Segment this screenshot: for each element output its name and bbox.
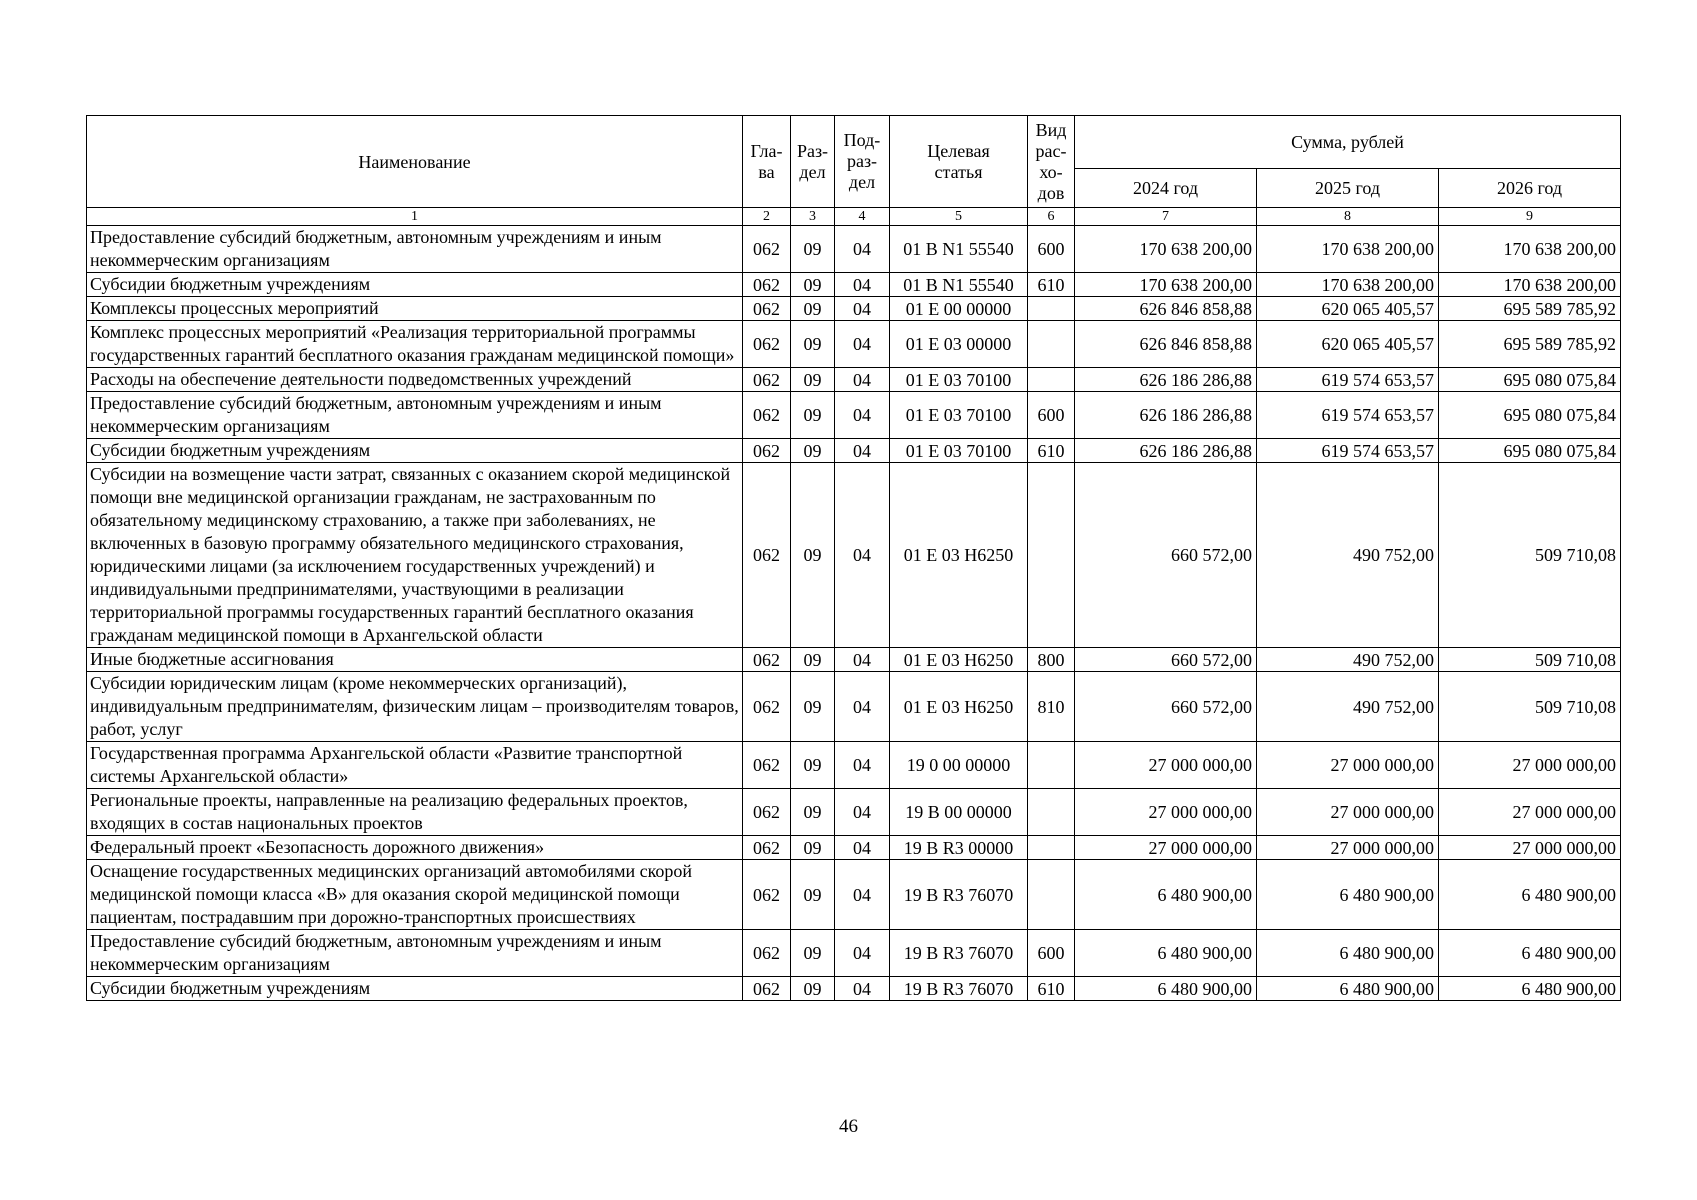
row-amount-2024: 27 000 000,00 bbox=[1075, 836, 1257, 860]
row-expense-type: 610 bbox=[1028, 273, 1075, 297]
row-amount-2025: 619 574 653,57 bbox=[1257, 392, 1439, 439]
row-name: Комплекс процессных мероприятий «Реализация территориальной программы государственных гарантий бесплатного оказания гражданам медицинской помощи» bbox=[87, 321, 743, 368]
table-row bbox=[87, 392, 1621, 439]
row-target-article: 19 В 00 00000 bbox=[890, 789, 1028, 836]
table-row bbox=[87, 439, 1621, 463]
row-amount-2026: 695 589 785,92 bbox=[1439, 321, 1621, 368]
row-amount-2025: 170 638 200,00 bbox=[1257, 226, 1439, 273]
header-section: Раз- дел bbox=[791, 116, 835, 208]
row-amount-2025: 27 000 000,00 bbox=[1257, 836, 1439, 860]
row-section: 09 bbox=[791, 860, 835, 930]
row-amount-2025: 27 000 000,00 bbox=[1257, 789, 1439, 836]
row-subsection: 04 bbox=[835, 392, 890, 439]
row-expense-type bbox=[1028, 463, 1075, 648]
budget-table-container bbox=[86, 115, 1620, 1001]
row-subsection: 04 bbox=[835, 321, 890, 368]
row-target-article: 01 Е 03 00000 bbox=[890, 321, 1028, 368]
row-target-article: 19 В R3 76070 bbox=[890, 930, 1028, 977]
row-name: Региональные проекты, направленные на реализацию федеральных проектов, входящих в состав национальных проектов bbox=[87, 789, 743, 836]
row-amount-2025: 27 000 000,00 bbox=[1257, 742, 1439, 789]
table-row bbox=[87, 321, 1621, 368]
header-sum: Сумма, рублей bbox=[1075, 116, 1621, 169]
column-number: 3 bbox=[791, 208, 835, 226]
row-amount-2024: 6 480 900,00 bbox=[1075, 977, 1257, 1001]
row-amount-2024: 660 572,00 bbox=[1075, 463, 1257, 648]
column-number: 7 bbox=[1075, 208, 1257, 226]
row-name: Субсидии на возмещение части затрат, связанных с оказанием скорой медицинской помощи вне медицинской организации гражданам, не застрахованным по обязательному медицинскому страхованию, а также при заболеваниях, не включенных в базовую программу обязательного медицинского страхования, юридическими лицами (за исключением государственных учреждений) и индивидуальными предпринимателями, участвующими в реализации территориальной программы государственных гарантий бесплатного оказания гражданам медицинской помощи в Архангельской области bbox=[87, 463, 743, 648]
row-amount-2025: 620 065 405,57 bbox=[1257, 297, 1439, 321]
row-name: Оснащение государственных медицинских организаций автомобилями скорой медицинской помощи класса «В» для оказания скорой медицинской помощи пациентам, пострадавшим при дорожно-транспортных происшествиях bbox=[87, 860, 743, 930]
row-section: 09 bbox=[791, 392, 835, 439]
row-section: 09 bbox=[791, 321, 835, 368]
column-numbers-row bbox=[87, 208, 1621, 226]
row-subsection: 04 bbox=[835, 930, 890, 977]
row-expense-type: 600 bbox=[1028, 226, 1075, 273]
row-amount-2025: 490 752,00 bbox=[1257, 463, 1439, 648]
row-amount-2024: 6 480 900,00 bbox=[1075, 860, 1257, 930]
row-chapter: 062 bbox=[743, 321, 791, 368]
header-expense-type: Вид рас- хо- дов bbox=[1028, 116, 1075, 208]
row-amount-2026: 695 080 075,84 bbox=[1439, 368, 1621, 392]
row-target-article: 01 Е 03 70100 bbox=[890, 439, 1028, 463]
header-year-2026: 2026 год bbox=[1439, 169, 1621, 208]
row-amount-2024: 170 638 200,00 bbox=[1075, 273, 1257, 297]
column-number: 2 bbox=[743, 208, 791, 226]
row-chapter: 062 bbox=[743, 297, 791, 321]
table-row bbox=[87, 226, 1621, 273]
row-amount-2025: 6 480 900,00 bbox=[1257, 977, 1439, 1001]
row-target-article: 01 В N1 55540 bbox=[890, 273, 1028, 297]
row-chapter: 062 bbox=[743, 463, 791, 648]
row-amount-2025: 619 574 653,57 bbox=[1257, 368, 1439, 392]
row-section: 09 bbox=[791, 789, 835, 836]
row-name: Иные бюджетные ассигнования bbox=[87, 648, 743, 672]
row-amount-2024: 626 186 286,88 bbox=[1075, 392, 1257, 439]
column-number: 9 bbox=[1439, 208, 1621, 226]
row-target-article: 01 Е 03 Н6250 bbox=[890, 463, 1028, 648]
row-amount-2024: 170 638 200,00 bbox=[1075, 226, 1257, 273]
row-name: Предоставление субсидий бюджетным, автономным учреждениям и иным некоммерческим организациям bbox=[87, 226, 743, 273]
row-amount-2026: 695 589 785,92 bbox=[1439, 297, 1621, 321]
row-amount-2024: 6 480 900,00 bbox=[1075, 930, 1257, 977]
row-amount-2025: 170 638 200,00 bbox=[1257, 273, 1439, 297]
row-amount-2026: 27 000 000,00 bbox=[1439, 742, 1621, 789]
column-number: 4 bbox=[835, 208, 890, 226]
row-section: 09 bbox=[791, 226, 835, 273]
row-name: Субсидии юридическим лицам (кроме некоммерческих организаций), индивидуальным предпринимателям, физическим лицам – производителям товаров, работ, услуг bbox=[87, 672, 743, 742]
table-row bbox=[87, 860, 1621, 930]
row-target-article: 19 0 00 00000 bbox=[890, 742, 1028, 789]
row-amount-2026: 509 710,08 bbox=[1439, 672, 1621, 742]
table-row bbox=[87, 672, 1621, 742]
row-expense-type: 810 bbox=[1028, 672, 1075, 742]
row-amount-2025: 6 480 900,00 bbox=[1257, 930, 1439, 977]
row-expense-type: 600 bbox=[1028, 392, 1075, 439]
row-amount-2025: 619 574 653,57 bbox=[1257, 439, 1439, 463]
row-chapter: 062 bbox=[743, 860, 791, 930]
row-subsection: 04 bbox=[835, 226, 890, 273]
row-subsection: 04 bbox=[835, 672, 890, 742]
row-chapter: 062 bbox=[743, 392, 791, 439]
row-section: 09 bbox=[791, 648, 835, 672]
row-chapter: 062 bbox=[743, 836, 791, 860]
row-amount-2024: 626 186 286,88 bbox=[1075, 368, 1257, 392]
row-amount-2024: 27 000 000,00 bbox=[1075, 789, 1257, 836]
row-subsection: 04 bbox=[835, 463, 890, 648]
row-name: Субсидии бюджетным учреждениям bbox=[87, 977, 743, 1001]
row-subsection: 04 bbox=[835, 368, 890, 392]
header-year-2024: 2024 год bbox=[1075, 169, 1257, 208]
table-row bbox=[87, 977, 1621, 1001]
row-section: 09 bbox=[791, 930, 835, 977]
row-section: 09 bbox=[791, 297, 835, 321]
column-number: 1 bbox=[87, 208, 743, 226]
row-expense-type bbox=[1028, 860, 1075, 930]
table-row bbox=[87, 368, 1621, 392]
row-amount-2026: 6 480 900,00 bbox=[1439, 860, 1621, 930]
header-subsection: Под- раз- дел bbox=[835, 116, 890, 208]
row-section: 09 bbox=[791, 836, 835, 860]
row-amount-2026: 6 480 900,00 bbox=[1439, 977, 1621, 1001]
row-amount-2026: 170 638 200,00 bbox=[1439, 226, 1621, 273]
row-section: 09 bbox=[791, 672, 835, 742]
row-name: Государственная программа Архангельской области «Развитие транспортной системы Архангельской области» bbox=[87, 742, 743, 789]
row-amount-2026: 509 710,08 bbox=[1439, 463, 1621, 648]
table-row bbox=[87, 463, 1621, 648]
row-target-article: 01 Е 00 00000 bbox=[890, 297, 1028, 321]
header-year-2025: 2025 год bbox=[1257, 169, 1439, 208]
row-amount-2024: 660 572,00 bbox=[1075, 672, 1257, 742]
row-expense-type: 610 bbox=[1028, 439, 1075, 463]
row-target-article: 19 В R3 00000 bbox=[890, 836, 1028, 860]
row-name: Предоставление субсидий бюджетным, автономным учреждениям и иным некоммерческим организациям bbox=[87, 392, 743, 439]
table-row bbox=[87, 742, 1621, 789]
row-chapter: 062 bbox=[743, 672, 791, 742]
row-section: 09 bbox=[791, 439, 835, 463]
row-amount-2026: 170 638 200,00 bbox=[1439, 273, 1621, 297]
row-chapter: 062 bbox=[743, 930, 791, 977]
row-amount-2024: 660 572,00 bbox=[1075, 648, 1257, 672]
row-amount-2026: 695 080 075,84 bbox=[1439, 439, 1621, 463]
row-expense-type bbox=[1028, 297, 1075, 321]
row-expense-type: 800 bbox=[1028, 648, 1075, 672]
table-body bbox=[87, 226, 1621, 1001]
row-amount-2025: 620 065 405,57 bbox=[1257, 321, 1439, 368]
row-amount-2025: 6 480 900,00 bbox=[1257, 860, 1439, 930]
row-subsection: 04 bbox=[835, 648, 890, 672]
row-amount-2024: 626 186 286,88 bbox=[1075, 439, 1257, 463]
row-expense-type bbox=[1028, 368, 1075, 392]
row-section: 09 bbox=[791, 463, 835, 648]
column-number: 5 bbox=[890, 208, 1028, 226]
row-name: Субсидии бюджетным учреждениям bbox=[87, 273, 743, 297]
row-chapter: 062 bbox=[743, 977, 791, 1001]
header-chapter: Гла- ва bbox=[743, 116, 791, 208]
row-name: Предоставление субсидий бюджетным, автономным учреждениям и иным некоммерческим организациям bbox=[87, 930, 743, 977]
row-name: Федеральный проект «Безопасность дорожного движения» bbox=[87, 836, 743, 860]
row-expense-type bbox=[1028, 742, 1075, 789]
column-number: 6 bbox=[1028, 208, 1075, 226]
row-subsection: 04 bbox=[835, 273, 890, 297]
table-row bbox=[87, 789, 1621, 836]
table-row bbox=[87, 297, 1621, 321]
row-subsection: 04 bbox=[835, 789, 890, 836]
header-target: Целевая статья bbox=[890, 116, 1028, 208]
row-expense-type bbox=[1028, 836, 1075, 860]
row-name: Комплексы процессных мероприятий bbox=[87, 297, 743, 321]
table-header bbox=[87, 116, 1621, 226]
row-subsection: 04 bbox=[835, 977, 890, 1001]
row-target-article: 01 В N1 55540 bbox=[890, 226, 1028, 273]
row-amount-2024: 626 846 858,88 bbox=[1075, 321, 1257, 368]
row-section: 09 bbox=[791, 273, 835, 297]
row-subsection: 04 bbox=[835, 860, 890, 930]
row-subsection: 04 bbox=[835, 439, 890, 463]
row-chapter: 062 bbox=[743, 648, 791, 672]
row-amount-2026: 509 710,08 bbox=[1439, 648, 1621, 672]
row-target-article: 01 Е 03 70100 bbox=[890, 392, 1028, 439]
row-chapter: 062 bbox=[743, 439, 791, 463]
row-target-article: 19 В R3 76070 bbox=[890, 977, 1028, 1001]
row-expense-type bbox=[1028, 321, 1075, 368]
row-chapter: 062 bbox=[743, 273, 791, 297]
row-section: 09 bbox=[791, 368, 835, 392]
row-chapter: 062 bbox=[743, 789, 791, 836]
row-target-article: 01 Е 03 70100 bbox=[890, 368, 1028, 392]
table-row bbox=[87, 836, 1621, 860]
row-target-article: 19 В R3 76070 bbox=[890, 860, 1028, 930]
row-subsection: 04 bbox=[835, 297, 890, 321]
row-expense-type: 600 bbox=[1028, 930, 1075, 977]
row-chapter: 062 bbox=[743, 226, 791, 273]
row-amount-2026: 6 480 900,00 bbox=[1439, 930, 1621, 977]
row-section: 09 bbox=[791, 977, 835, 1001]
row-amount-2026: 27 000 000,00 bbox=[1439, 789, 1621, 836]
row-name: Субсидии бюджетным учреждениям bbox=[87, 439, 743, 463]
table-row bbox=[87, 273, 1621, 297]
table-row bbox=[87, 930, 1621, 977]
row-target-article: 01 Е 03 Н6250 bbox=[890, 672, 1028, 742]
row-amount-2025: 490 752,00 bbox=[1257, 672, 1439, 742]
row-expense-type bbox=[1028, 789, 1075, 836]
row-subsection: 04 bbox=[835, 836, 890, 860]
row-name: Расходы на обеспечение деятельности подведомственных учреждений bbox=[87, 368, 743, 392]
column-number: 8 bbox=[1257, 208, 1439, 226]
row-expense-type: 610 bbox=[1028, 977, 1075, 1001]
row-target-article: 01 Е 03 Н6250 bbox=[890, 648, 1028, 672]
row-amount-2024: 626 846 858,88 bbox=[1075, 297, 1257, 321]
header-name: Наименование bbox=[87, 116, 743, 208]
row-amount-2025: 490 752,00 bbox=[1257, 648, 1439, 672]
row-amount-2026: 695 080 075,84 bbox=[1439, 392, 1621, 439]
row-section: 09 bbox=[791, 742, 835, 789]
row-chapter: 062 bbox=[743, 742, 791, 789]
table-row bbox=[87, 648, 1621, 672]
row-subsection: 04 bbox=[835, 742, 890, 789]
row-amount-2024: 27 000 000,00 bbox=[1075, 742, 1257, 789]
row-amount-2026: 27 000 000,00 bbox=[1439, 836, 1621, 860]
row-chapter: 062 bbox=[743, 368, 791, 392]
budget-table bbox=[86, 115, 1621, 1001]
page-number: 46 bbox=[839, 1116, 858, 1137]
